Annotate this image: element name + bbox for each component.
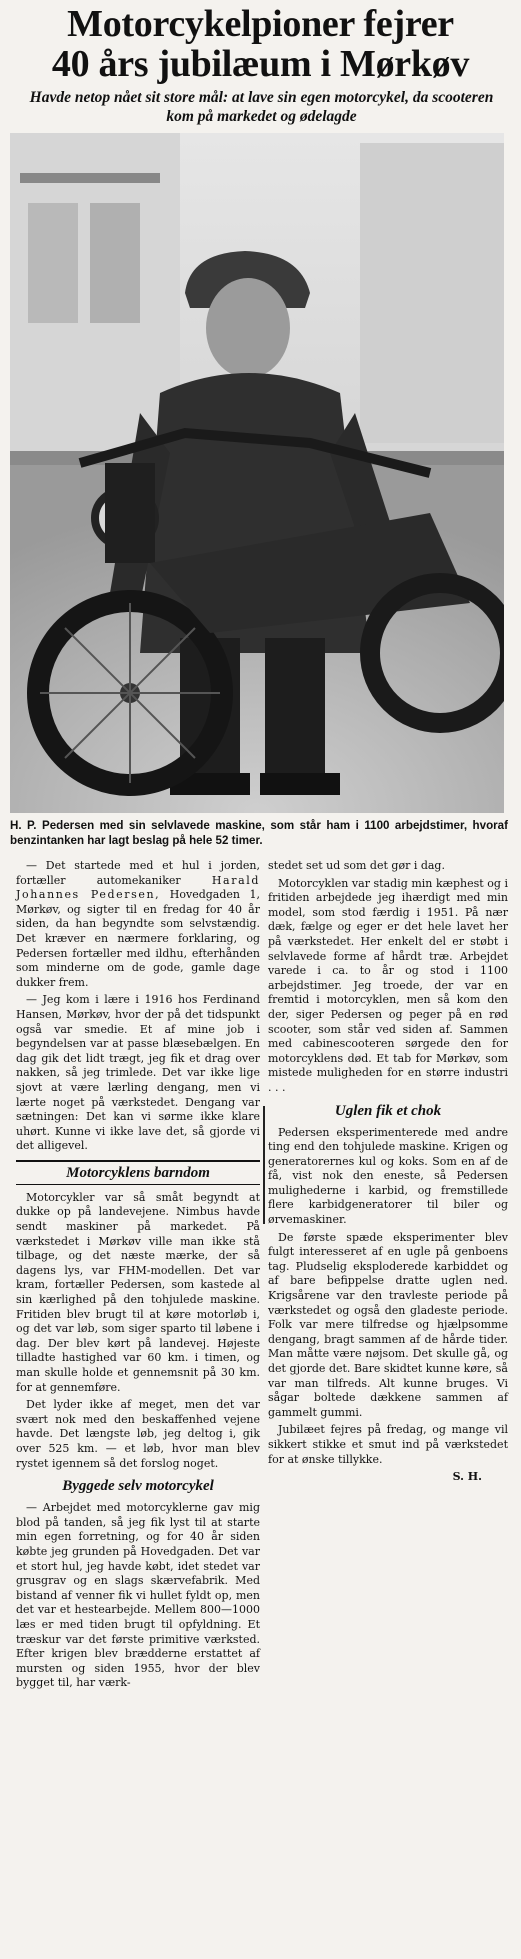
- subheading: Byggede selv motorcykel: [62, 1478, 214, 1495]
- face-shape: [206, 278, 290, 378]
- paragraph: — Jeg kom i lære i 1916 hos Ferdinand Hansen, Mørkøv, hvor der på det tidspunkt også var smedie. Et af mine job i begyndelsen var at passe blæsebælgen. En dag gik det lidt trægt, jeg fik et drag over nakken, så jeg trimlede. Det var ikke lige sjovt at være lærling dengang, men vi lærte noget på værkstedet. Dengang var sætningen: Det kan vi sørme ikke klare uhørt. Kunne vi ikke lave det, så gjorde vi det alligevel.: [16, 993, 260, 1153]
- left-column: [16, 859, 260, 1694]
- paragraph: De første spæde eksperimenter blev fulgt interesseret af en ugle på genboens tag. Pludselig eksploderede karbiddet og af bare befippelse dratte uglen ned. Krigsårene var den travleste periode på værkstedet og også den gladeste periode. Folk var mere tilfredse og hjælpsomme dengang, bragt sammen af de hårde tider. Man måtte være nøjsom. Det skulle gå, og det gjorde det. Bare skidtet kunne køre, så var man tilfreds. Alt kunne bruges. Vi sågar boltede dækkene sammen af gammelt gummi.: [268, 1230, 508, 1419]
- front-fork: [105, 463, 155, 563]
- paragraph: Det lyder ikke af meget, men det var svært nok med den beskaffenhed vejene havde. Det længste løb, jeg deltog i, gik over 525 km. — et løb, hvor man blev rystet igennem så det forslog noget.: [16, 1398, 260, 1470]
- photo-caption: H. P. Pedersen med sin selvlavede maskine, som står ham i 1100 arbejdstimer, hvoraf benzintanken har lagt beslag på hele 52 timer.: [10, 819, 508, 847]
- article-deck: Havde netop nået sit store mål: at lave sin egen motorcykel, da scooteren kom på markedet og ødelagde: [29, 89, 494, 125]
- paragraph: Pedersen eksperimenterede med andre ting end den tohjulede maskine. Krigen og generatorernes kul og koks. Som en af de få, vist nok den eneste, så Pedersen mulighederne i karbid, og fremstillede flere karbidgeneratorer til biler og ørvemaskiner.: [268, 1125, 508, 1227]
- column-divider: [263, 1106, 265, 1224]
- paragraph: Motorcyklen var stadig min kæphest og i fritiden arbejdede jeg ihærdigt med min model, som stod færdig i 1951. På nær dæk, fælge og eger er det hele lavet her på værkstedet. Her enkelt del er støbt i selvlavede forme af hårdt træ. Arbejdet varede i ca. to år og stod i 1100 arbejdstimer. Jeg troede, der var en fremtid i motorcyklen, men så kom den der, siger Pedersen og peger på en rød scooter, som står ved siden af. Sammen med cabinescooteren sørgede den for motorcyklens død. Et tab for Mørkøv, som mistede muligheden for en større industri . . .: [268, 876, 508, 1094]
- headline: [6, 4, 515, 84]
- subheading: Motorcyklens barndom: [16, 1160, 260, 1185]
- person-name: Harald Johannes Pedersen,: [16, 873, 260, 902]
- paragraph: stedet set ud som det gør i dag.: [268, 859, 445, 872]
- paragraph: Motorcykler var så småt begyndt at dukke op på landevejene. Nimbus havde sendt maskiner på markedet. På værkstedet i Mørkøv ville man ikke stå tilbage, og det næste mærke, der så dagens lys, var FHM-modellen. Det var kram, fortæller Pedersen, som kastede al sin kærlighed på den tohjulede maskine. Fritiden blev brugt til at køre motorløb i, og det var løb, som siger sparto til løbene i dag. Der blev kørt på landevej. Højeste tilladte hastighed var 60 km. i timen, og man skulle holde et gennemsnit på 30 km. for at gennemføre.: [16, 1190, 260, 1394]
- article-photo: [10, 133, 504, 813]
- trousers-right: [265, 638, 325, 778]
- paragraph: — Det startede med et hul i jorden, fortæller automekaniker Harald Johannes Pedersen, Hovedgaden 1, Mørkøv, og sigter til en fredag for 40 år siden, da han begyndte som selvstændig. Det kræver en nærmere forklaring, og Pedersen fortæller med ildhu, efterhånden som minderne om de gode, gamle dage dukker frem.: [16, 859, 260, 989]
- subheading: Uglen fik et chok: [334, 1102, 442, 1119]
- byline-signature: S. H.: [452, 1470, 482, 1484]
- paragraph: Jubilæet fejres på fredag, og mange vil sikkert stikke et smut ind på værkstedet for at ønske tillykke.: [268, 1423, 508, 1466]
- right-column: [268, 859, 508, 1488]
- paragraph: — Arbejdet med motorcyklerne gav mig blod på tanden, så jeg fik lyst til at starte min egen forretning, og for 40 år siden købte jeg grunden på Hovedgaden. Det var et stort hul, jeg havde købt, idet stedet var grusgrav og en slags skærvefabrik. Med bistand af venner fik vi hullet fyldt op, men det var et hestearbejde. Mellem 800—1000 læs er med tiden brugt til opfyldning. Et træskur var det første primitive værksted. Efter krigen blev brædderne erstattet af mursten og siden 1955, hvor der blev bygget til, har værk-: [16, 1501, 260, 1690]
- headline-line-1: Motorcykelpioner fejrer: [67, 3, 454, 45]
- headline-line-2: 40 års jubilæum i Mørkøv: [51, 43, 470, 85]
